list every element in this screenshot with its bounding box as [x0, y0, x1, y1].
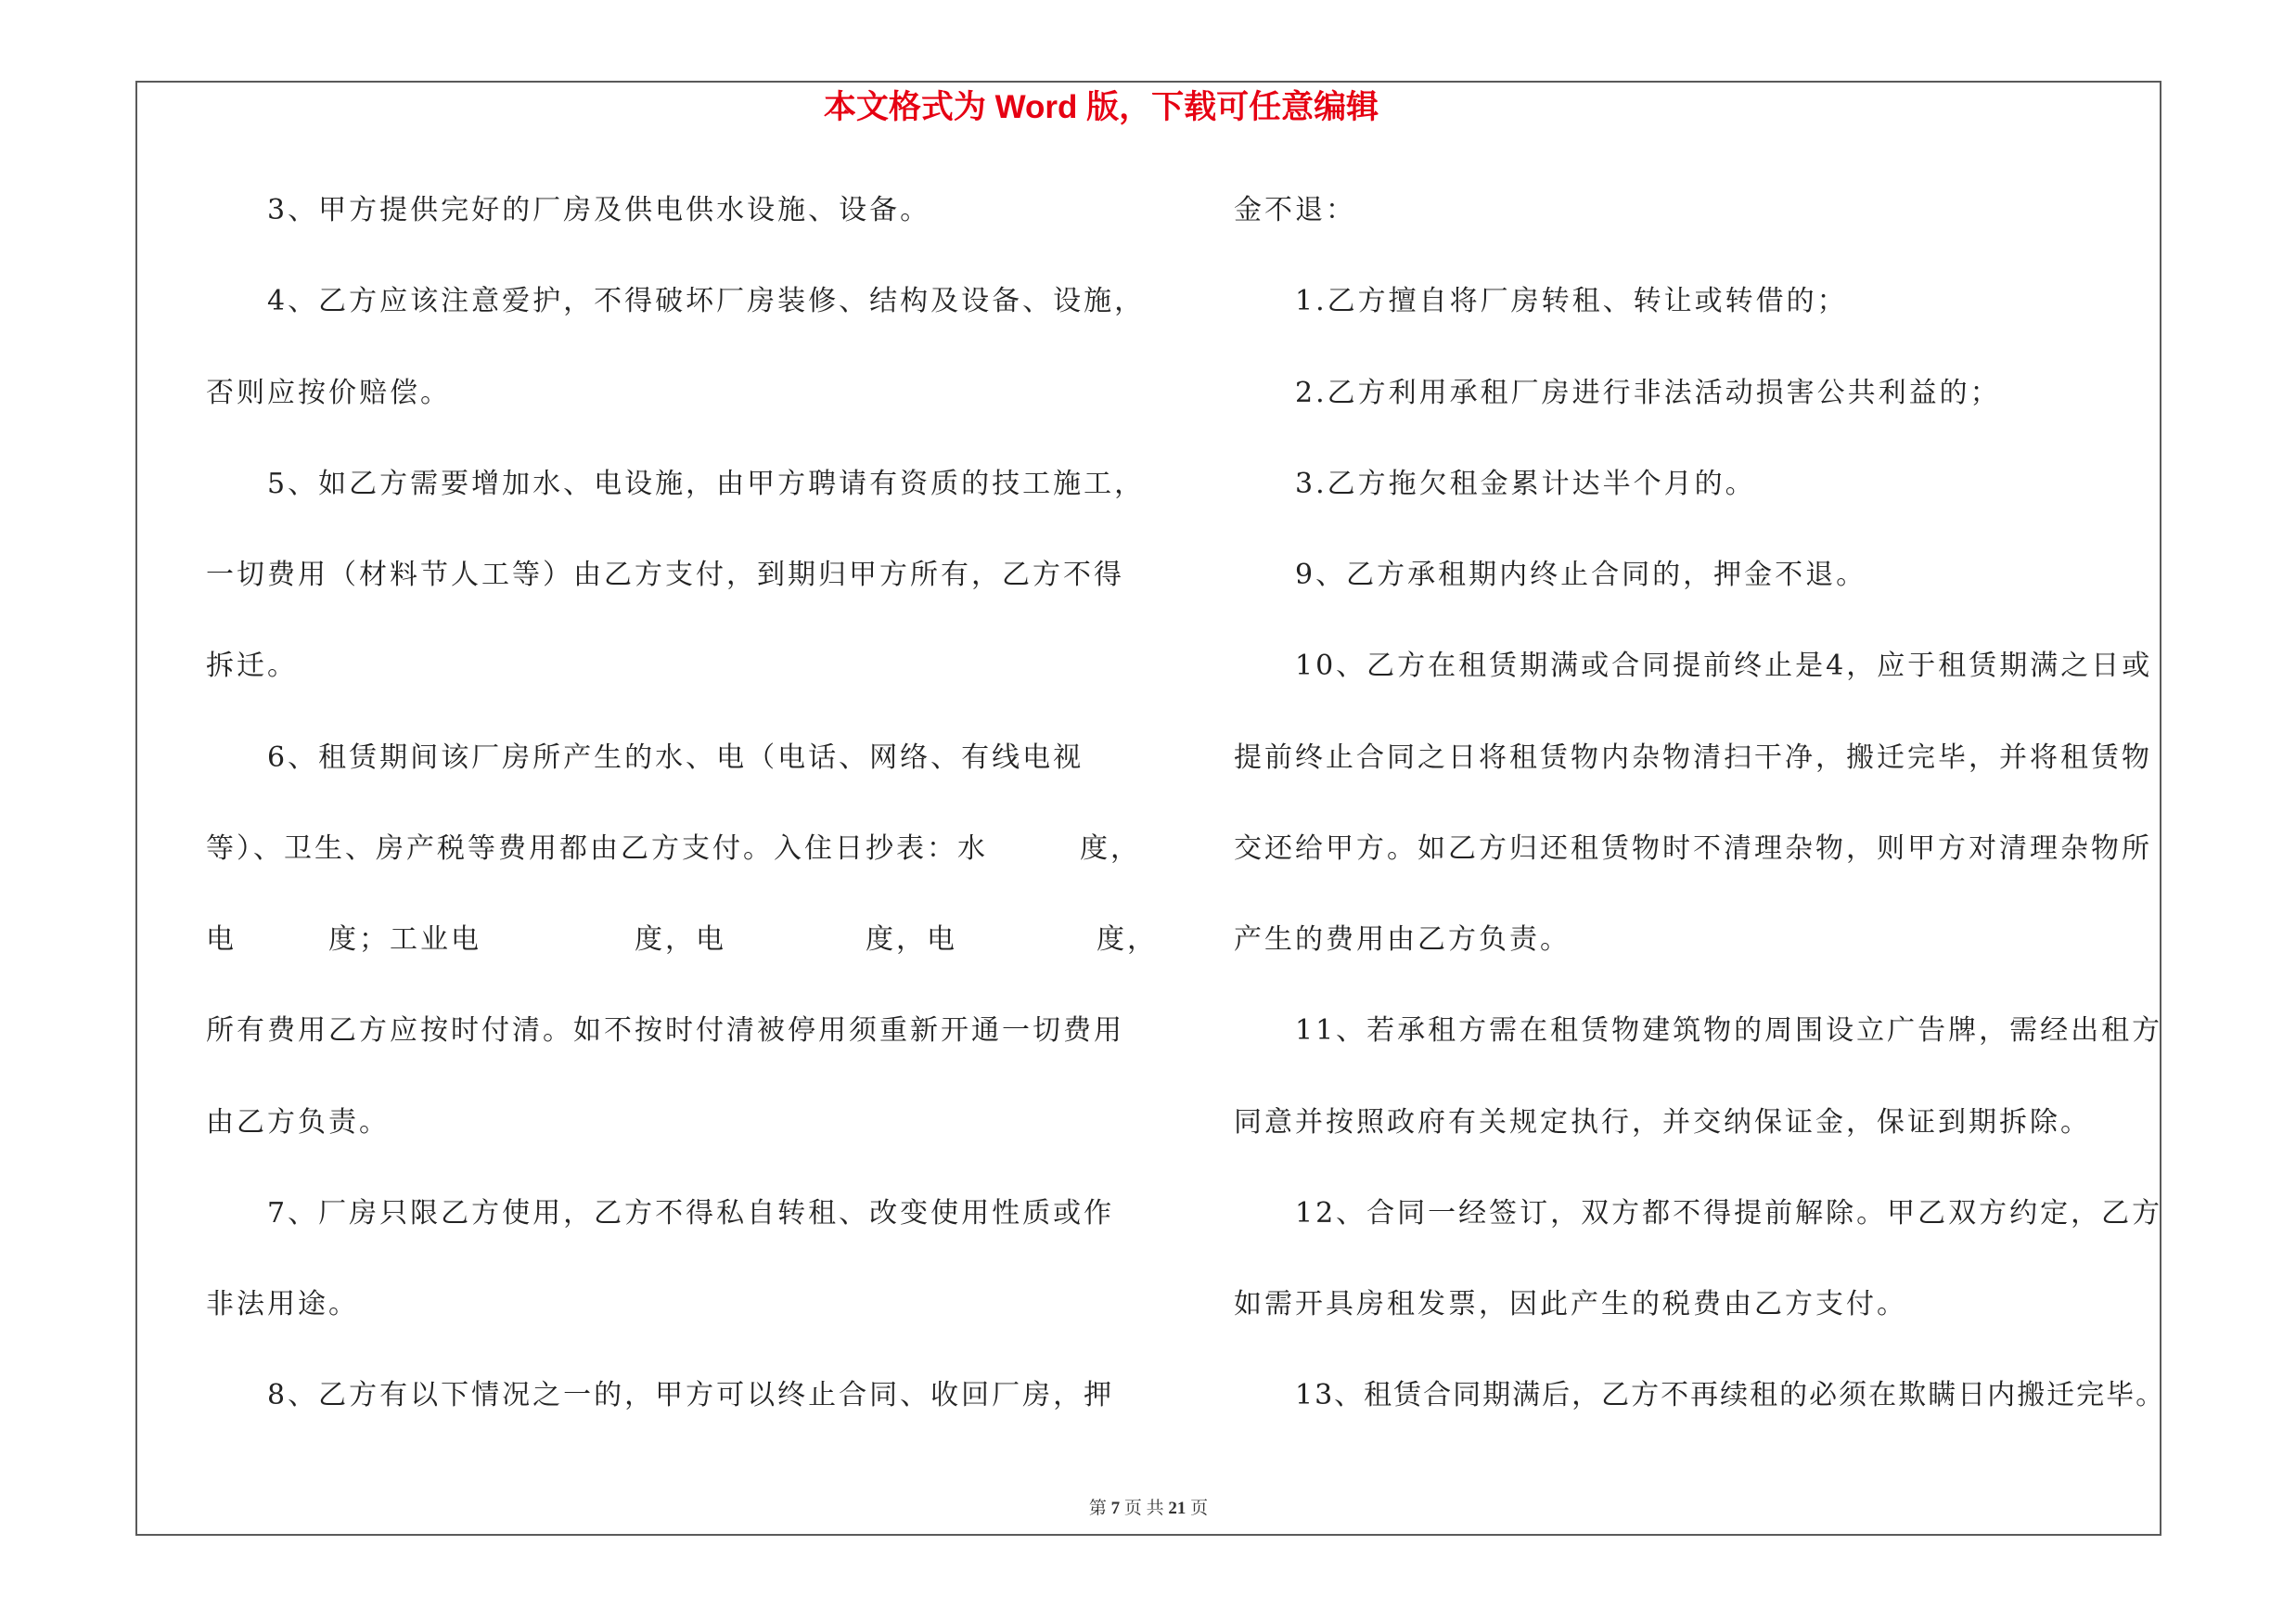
page-number-middle: 页 共 — [1123, 1499, 1164, 1518]
text-line: 6、租赁期间该厂房所产生的水、电（电话、网络、有线电视 — [267, 741, 1084, 774]
text-line: 由乙方负责。 — [206, 1105, 390, 1139]
right-column — [1234, 165, 2165, 1442]
text-line: 5、如乙方需要增加水、电设施，由甲方聘请有资质的技工施工， — [267, 467, 1146, 500]
text-line: 如需开具房租发票，因此产生的税费由乙方支付。 — [1234, 1288, 1907, 1320]
text-line: 12、合同一经签订，双方都不得提前解除。甲乙双方约定，乙方 — [1295, 1196, 2163, 1230]
text-line: 拆迁。 — [206, 650, 298, 683]
text-line: 电 度；工业电 度，电 度，电 度， — [206, 923, 1158, 956]
text-line: 2.乙方利用承租厂房进行非法活动损害公共利益的； — [1295, 376, 2001, 409]
total-pages: 21 — [1168, 1499, 1186, 1518]
text-line: 10、乙方在租赁期满或合同提前终止是4，应于租赁期满之日或 — [1295, 650, 2153, 683]
format-notice: 本文格式为 Word 版，下载可任意编辑 — [823, 89, 1379, 125]
page-number-prefix: 第 — [1088, 1499, 1107, 1518]
text-line: 产生的费用由乙方负责。 — [1234, 923, 1571, 956]
left-column — [206, 165, 1158, 1442]
text-line: 所有费用乙方应按时付清。如不按时付清被停用须重新开通一切费用 — [206, 1014, 1124, 1048]
text-line: 8、乙方有以下情况之一的，甲方可以终止合同、收回厂房，押 — [267, 1379, 1115, 1412]
current-page: 7 — [1110, 1499, 1121, 1518]
page-number — [0, 1498, 2296, 1520]
text-line: 同意并按照政府有关规定执行，并交纳保证金，保证到期拆除。 — [1234, 1105, 2091, 1139]
text-line: 交还给甲方。如乙方归还租赁物时不清理杂物，则甲方对清理杂物所 — [1234, 831, 2152, 865]
text-line: 3.乙方拖欠租金累计达半个月的。 — [1295, 467, 1756, 500]
text-line: 4、乙方应该注意爱护，不得破坏厂房装修、结构及设备、设施， — [267, 285, 1146, 318]
text-line: 7、厂房只限乙方使用，乙方不得私自转租、改变使用性质或作 — [267, 1196, 1115, 1230]
text-line: 3、甲方提供完好的厂房及供电供水设施、设备。 — [267, 194, 931, 226]
text-line: 1.乙方擅自将厂房转租、转让或转借的； — [1295, 285, 1848, 318]
text-line: 非法用途。 — [206, 1288, 359, 1320]
text-line: 金不退： — [1234, 194, 1356, 226]
text-line: 13、租赁合同期满后，乙方不再续租的必须在欺瞒日内搬迁完毕。 — [1295, 1379, 2166, 1412]
page-number-suffix: 页 — [1190, 1499, 1209, 1518]
text-line: 11、若承租方需在租赁物建筑物的周围设立广告牌，需经出租方 — [1295, 1014, 2163, 1048]
text-line: 一切费用（材料节人工等）由乙方支付，到期归甲方所有，乙方不得 — [206, 559, 1124, 591]
text-line: 提前终止合同之日将租赁物内杂物清扫干净，搬迁完毕，并将租赁物 — [1234, 741, 2152, 774]
text-line: 否则应按价赔偿。 — [206, 376, 451, 409]
text-line: 等）、卫生、房产税等费用都由乙方支付。入住日抄表：水 度， — [206, 831, 1141, 865]
text-line: 9、乙方承租期内终止合同的，押金不退。 — [1295, 559, 1867, 591]
